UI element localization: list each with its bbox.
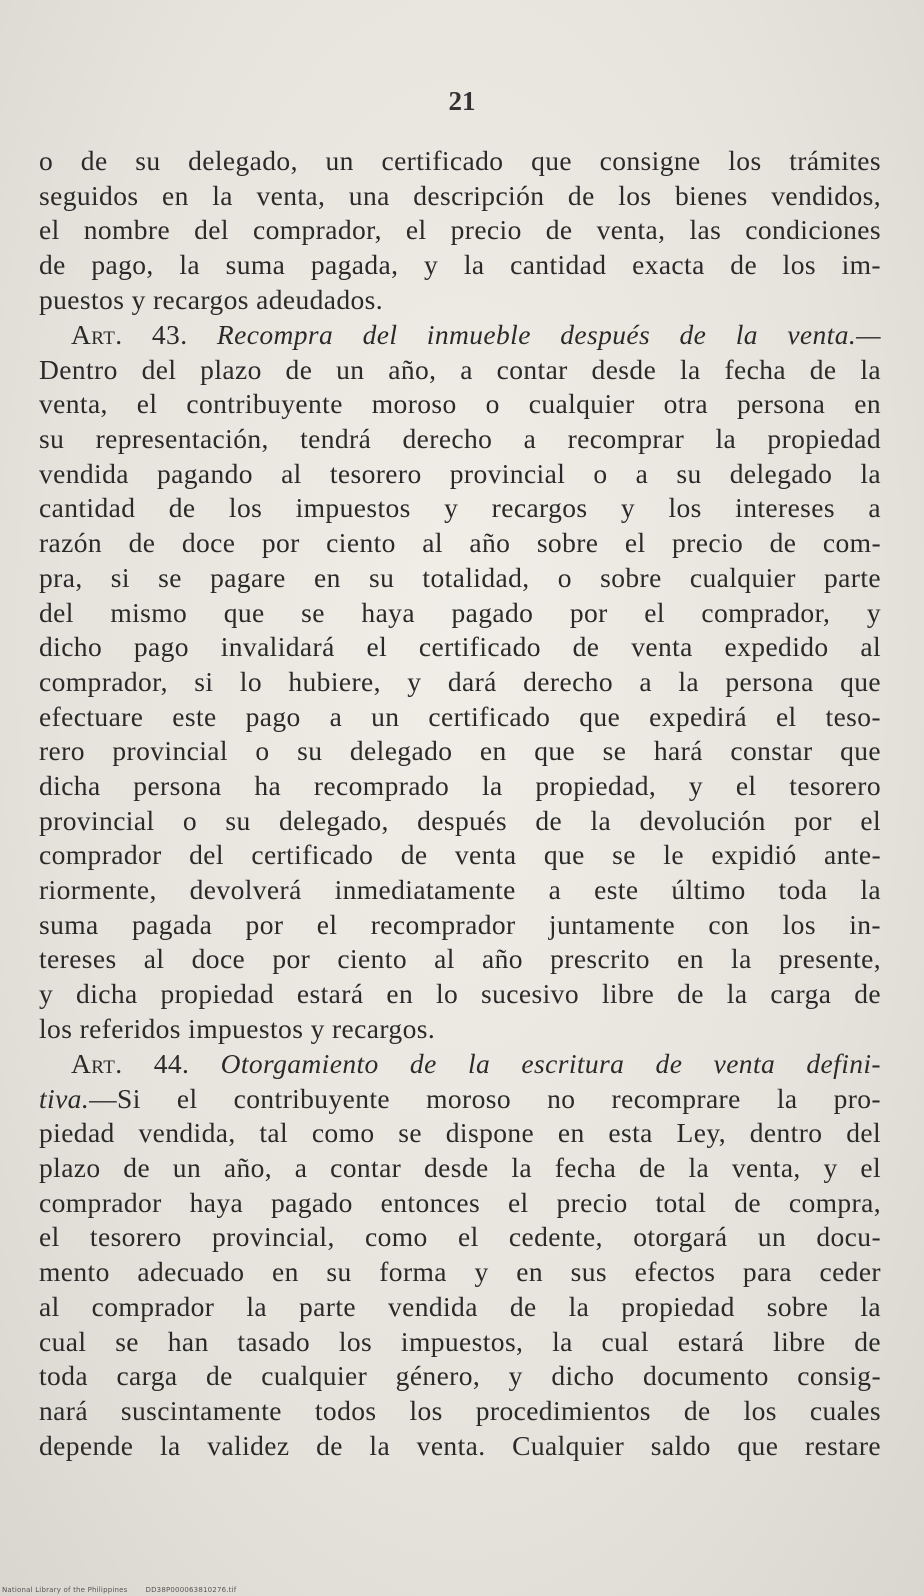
footer-library: National Library of the Philippines xyxy=(2,1586,128,1594)
text-line: cual se han tasado los impuestos, la cual estará libre de xyxy=(39,1325,881,1357)
article-44-heading-line xyxy=(39,1047,881,1082)
article-44-label: Art. 44. xyxy=(71,1048,190,1079)
text-line: Dentro del plazo de un año, a contar desde la fecha de la xyxy=(39,353,881,385)
text-line: razón de doce por ciento al año sobre el precio de com- xyxy=(39,527,881,559)
text-line: puestos y recargos adeudados. xyxy=(39,283,384,315)
text-line: venta, el contribuyente moroso o cualquier otra persona en xyxy=(39,388,881,420)
continuation-paragraph xyxy=(39,144,881,317)
article-43-title: Recompra del inmueble después de la venta.— xyxy=(216,319,881,350)
text-line: cantidad de los impuestos y recargos y los intereses a xyxy=(39,492,881,524)
article-44-title-continued-line xyxy=(39,1082,881,1117)
text-line: comprador, si lo hubiere, y dará derecho a la persona que xyxy=(39,665,881,697)
article-43-heading-line xyxy=(39,318,881,353)
text-line: suma pagada por el recomprador juntamente con los in- xyxy=(39,908,881,940)
text-line: o de su delegado, un certificado que consigne los trámites xyxy=(39,145,881,176)
scan-footer xyxy=(2,1586,254,1594)
text-line: el nombre del comprador, el precio de venta, las condiciones xyxy=(39,214,881,246)
text-line: depende la validez de la venta. Cualquier saldo que restare xyxy=(39,1429,881,1461)
text-line: comprador haya pagado entonces el precio total de compra, xyxy=(39,1186,881,1218)
article-43 xyxy=(39,318,881,1046)
text-line: plazo de un año, a contar desde la fecha de la venta, y el xyxy=(39,1152,881,1184)
article-43-label: Art. 43. xyxy=(71,319,188,350)
text-line: riormente, devolverá inmediatamente a este último toda la xyxy=(39,874,881,905)
text-line: comprador del certificado de venta que se le expidió ante- xyxy=(39,839,881,871)
text-line: nará suscintamente todos los procedimientos de los cuales xyxy=(39,1394,881,1426)
text-line: piedad vendida, tal como se dispone en esta Ley, dentro del xyxy=(39,1117,881,1149)
article-44-first-text: —Si el contribuyente moroso no recomprare la pro- xyxy=(89,1082,881,1114)
text-line: tereses al doce por ciento al año prescrito en la presente, xyxy=(39,943,881,975)
text-line: mento adecuado en su forma y en sus efectos para ceder xyxy=(39,1256,881,1288)
footer-code: DD38P000063810276.tif xyxy=(145,1586,237,1594)
article-44 xyxy=(39,1047,881,1463)
text-line: de pago, la suma pagada, y la cantidad exacta de los im- xyxy=(39,249,881,281)
text-line: al comprador la parte vendida de la propiedad sobre la xyxy=(39,1290,881,1322)
text-line: su representación, tendrá derecho a recomprar la propiedad xyxy=(39,423,881,455)
text-line: pra, si se pagare en su totalidad, o sobre cualquier parte xyxy=(39,561,881,593)
text-line: rero provincial o su delegado en que se hará constar que xyxy=(39,735,881,767)
article-44-title-end: tiva. xyxy=(39,1082,90,1114)
text-line: provincial o su delegado, después de la devolución por el xyxy=(39,804,881,836)
text-line: los referidos impuestos y recargos. xyxy=(39,1012,436,1044)
page-number: 21 xyxy=(448,86,476,116)
text-line: efectuare este pago a un certificado que expedirá el teso- xyxy=(39,700,881,732)
text-line: toda carga de cualquier género, y dicho documento consig- xyxy=(39,1360,881,1392)
text-line: vendida pagando al tesorero provincial o a su delegado la xyxy=(39,457,881,489)
text-line: seguidos en la venta, una descripción de los bienes vendidos, xyxy=(39,179,881,211)
text-line: y dicha propiedad estará en lo sucesivo libre de la carga de xyxy=(39,978,881,1010)
text-line: dicho pago invalidará el certificado de venta expedido al xyxy=(39,631,881,663)
text-line: del mismo que se haya pagado por el comprador, y xyxy=(39,596,881,628)
article-44-title: Otorgamiento de la escritura de venta defini- xyxy=(220,1048,881,1079)
text-line: dicha persona ha recomprado la propiedad, y el tesorero xyxy=(39,769,881,801)
text-line: el tesorero provincial, como el cedente, otorgará un docu- xyxy=(39,1221,881,1253)
